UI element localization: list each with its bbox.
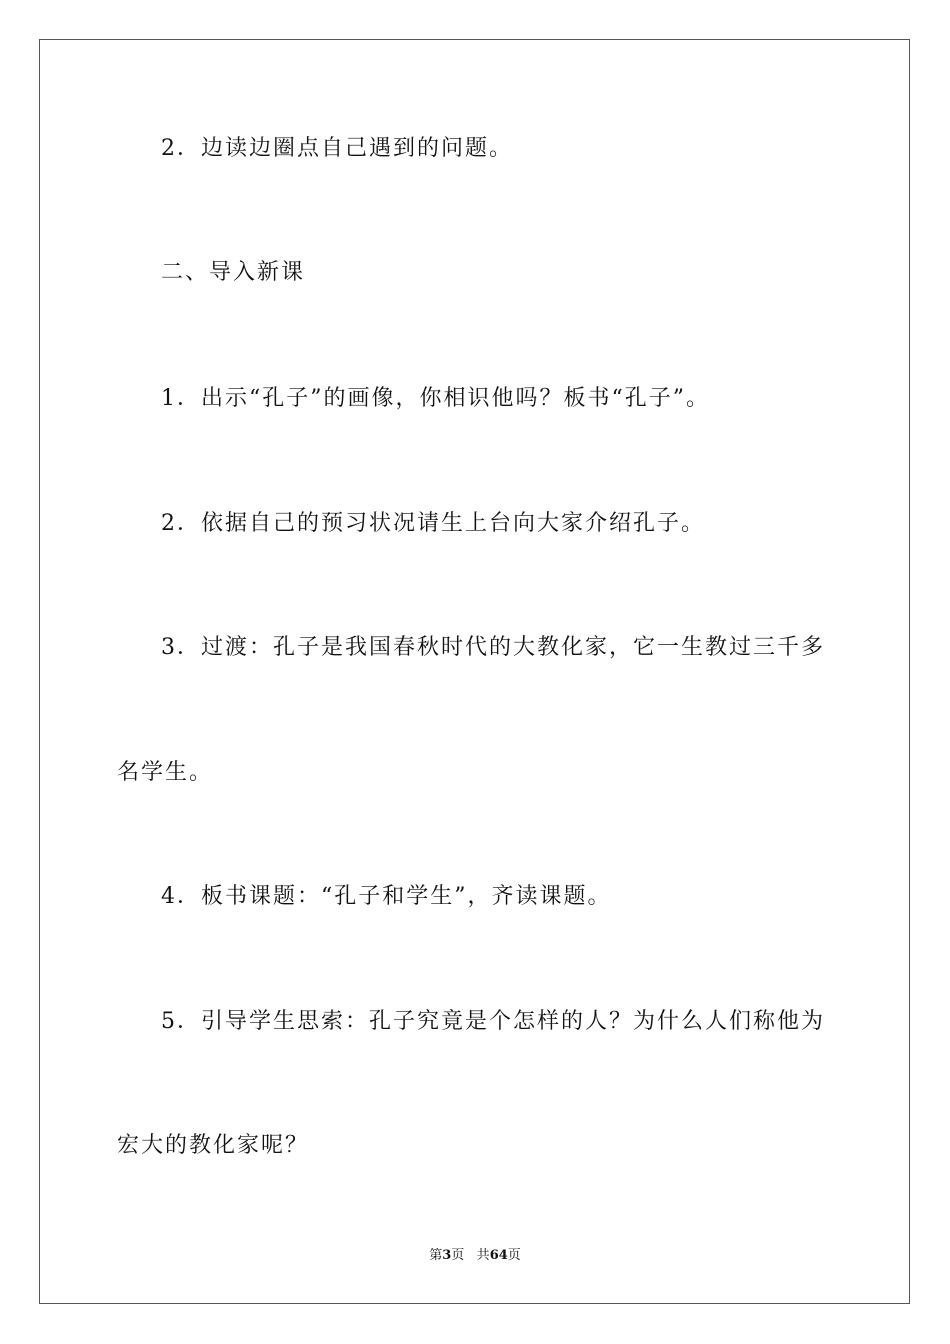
- paragraph-text: 1．出示“孔子”的画像，你相识他吗？板书“孔子”。: [161, 386, 710, 411]
- paragraph-text: 5．引导学生思索：孔子究竟是个怎样的人？为什么人们称他为: [161, 1009, 825, 1034]
- footer-page-prefix: 第: [429, 1248, 443, 1263]
- paragraph-text: 2．边读边圈点自己遇到的问题。: [161, 136, 513, 161]
- page-footer: [0, 1247, 950, 1265]
- paragraph-text-continued: 宏大的教化家呢？: [117, 1133, 310, 1158]
- footer-total-prefix: 共: [476, 1248, 490, 1263]
- paragraph-text: 3．过渡：孔子是我国春秋时代的大教化家，它一生教过三千多: [161, 635, 825, 660]
- footer-total-pages: 64: [489, 1248, 508, 1263]
- footer-page-suffix: 页: [451, 1248, 465, 1263]
- footer-page-number: 3: [442, 1248, 452, 1263]
- paragraph-text: 4．板书课题：“孔子和学生”，齐读课题。: [161, 884, 612, 909]
- section-heading: 二、导入新课: [161, 260, 306, 285]
- footer-total-suffix: 页: [507, 1248, 521, 1263]
- paragraph-text-continued: 名学生。: [117, 760, 214, 785]
- paragraph-text: 2．依据自己的预习状况请生上台向大家介绍孔子。: [161, 511, 705, 536]
- page-border: [39, 39, 910, 1304]
